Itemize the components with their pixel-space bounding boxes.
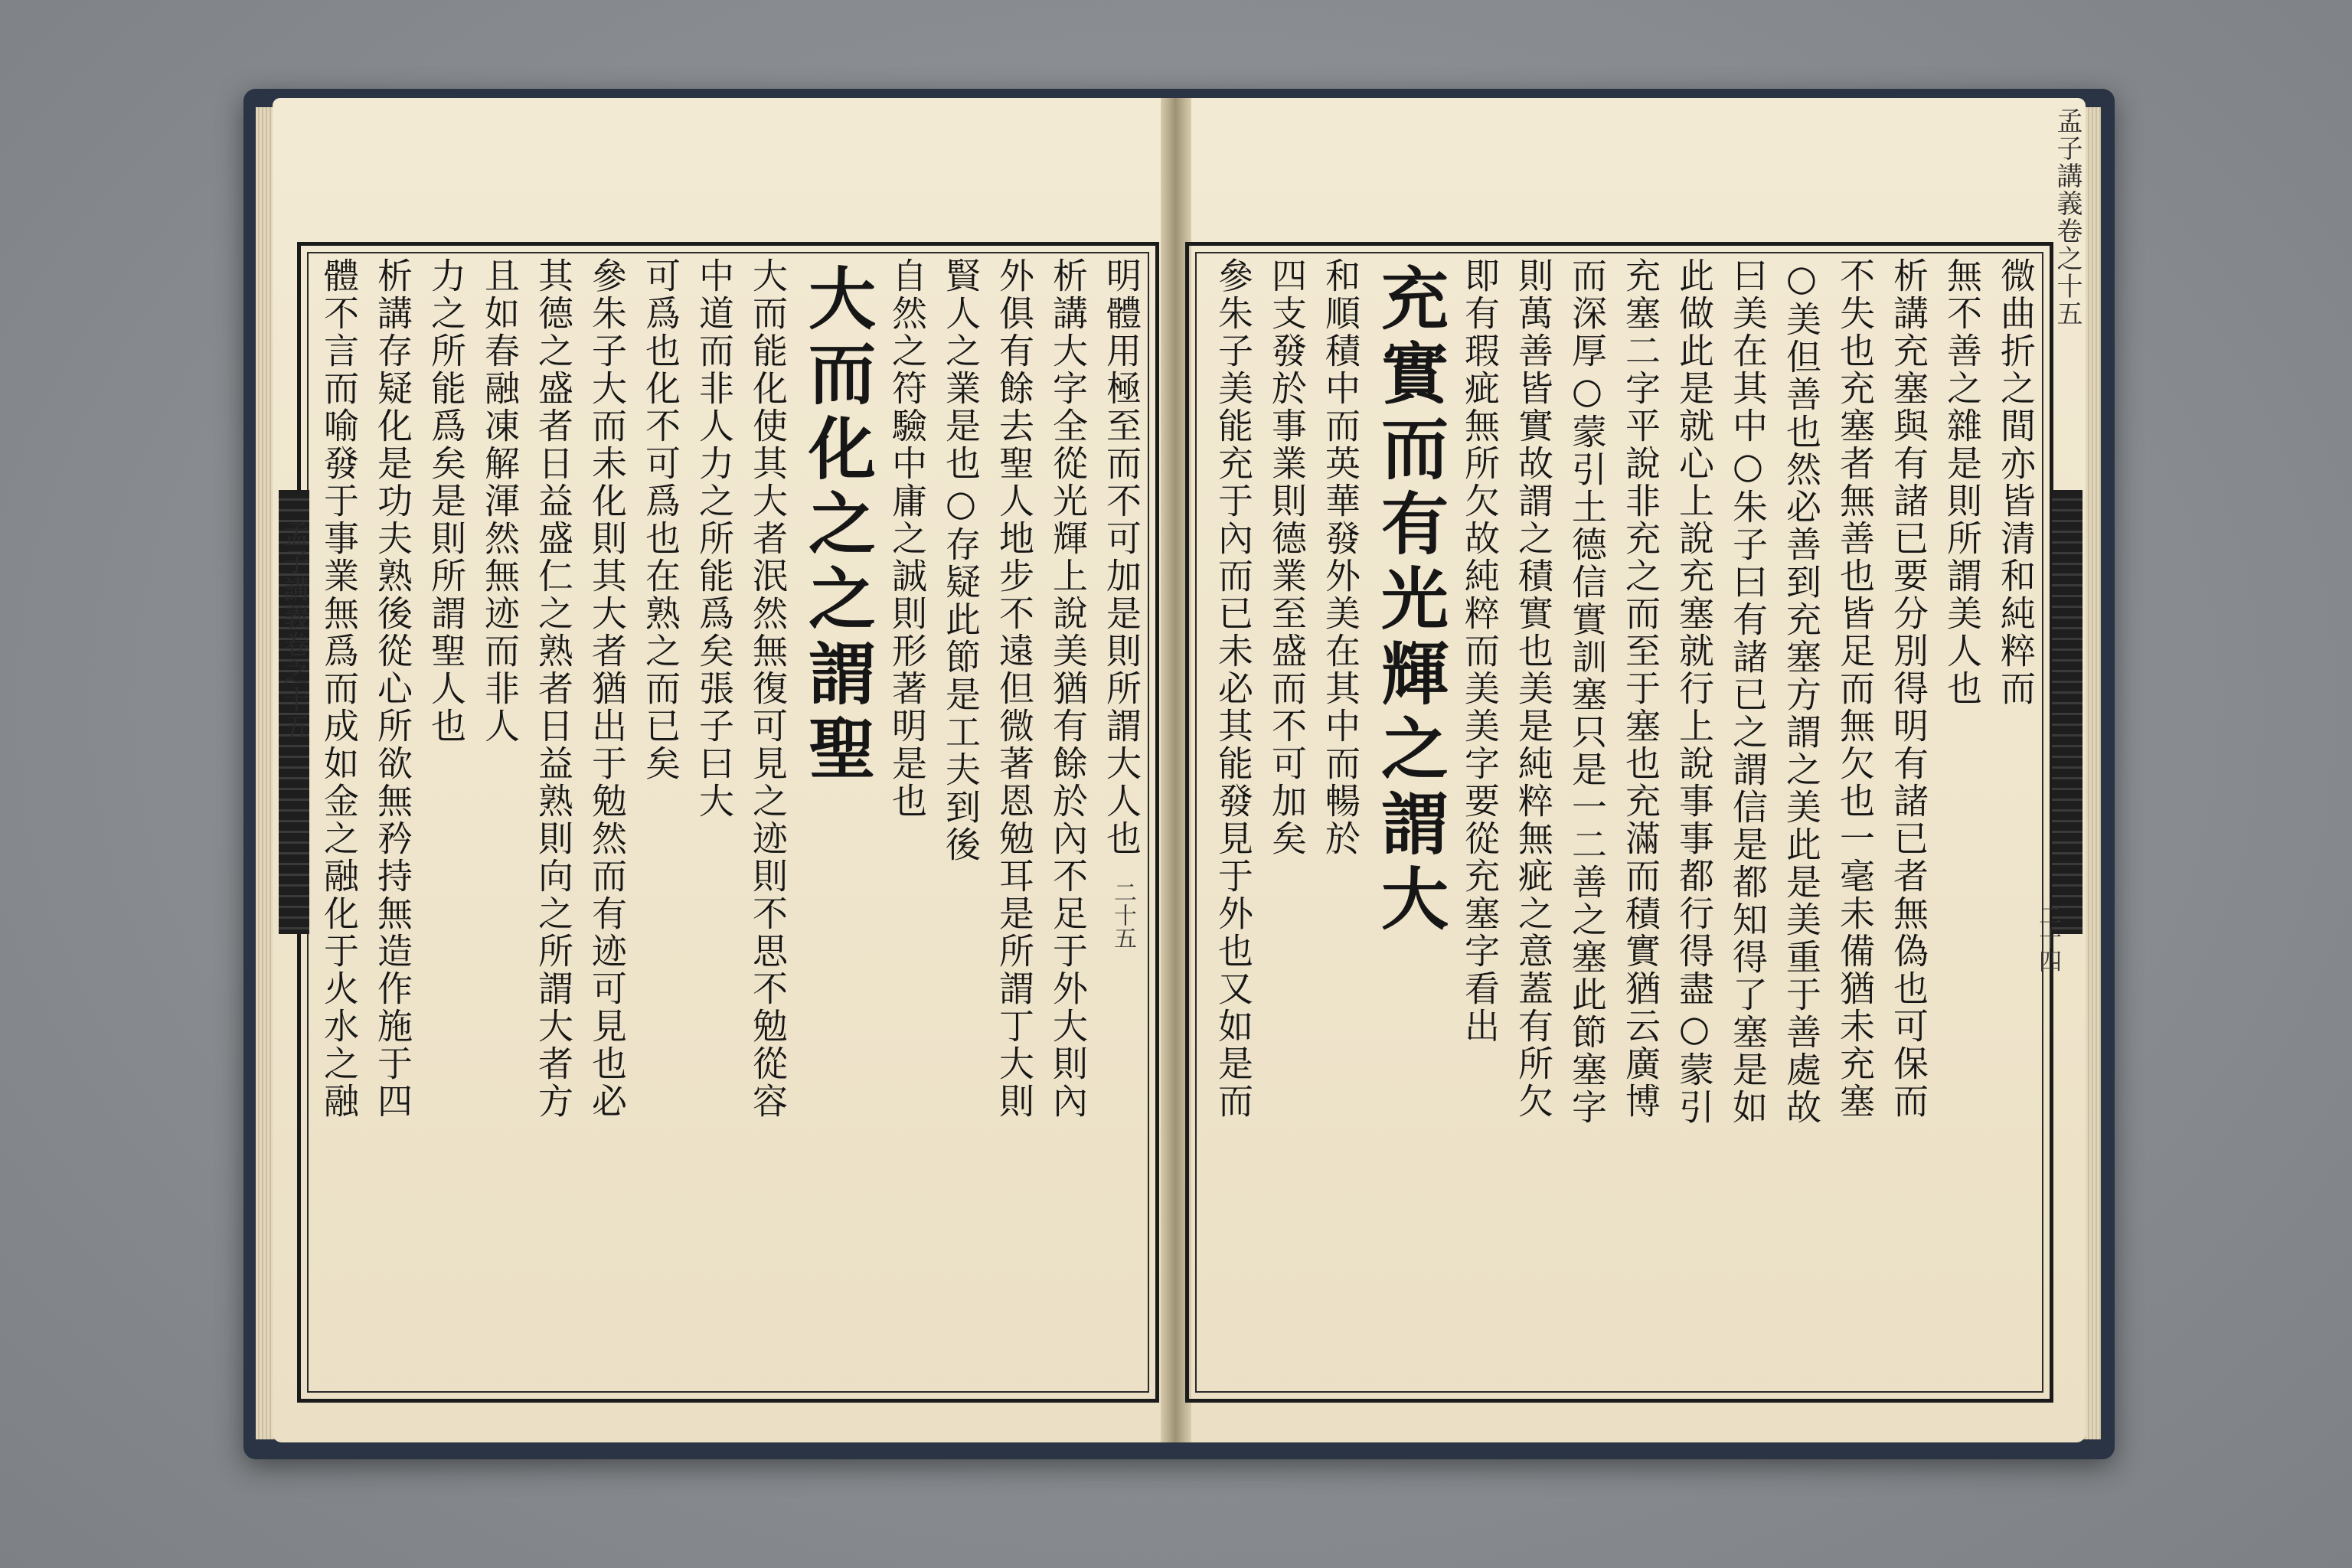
text-column: 參朱子美能充于內而已未必其能發見于外也又如是而 xyxy=(1213,257,1254,1120)
right-folio-number: 二十四 xyxy=(2034,903,2061,972)
text-column: 且如春融凍解渾然無迹而非人 xyxy=(479,257,521,745)
text-column: 則萬善皆實故謂之積實也美是純粹無疵之意蓋有所欠 xyxy=(1513,257,1554,1120)
text-column: 其德之盛者日益盛仁之熟者日益熟則向之所謂大者方 xyxy=(533,257,574,1120)
left-margin-title: 孟子講義卷之十五 xyxy=(279,521,309,741)
right-margin-title: 孟子講義卷之十五 xyxy=(2052,107,2082,328)
text-column: 體不言而喻發于事業無爲而成如金之融化于火水之融 xyxy=(318,257,360,1120)
text-column: 可爲也化不可爲也在熟之而已矣 xyxy=(640,257,681,782)
text-column: 即有瑕疵無所欠故純粹而美美字要從充塞字看出 xyxy=(1459,257,1501,1045)
text-column: 此做此是就心上說充塞就行上說事事都行得盡○蒙引 xyxy=(1674,257,1715,1126)
text-column: 析講大字全從光輝上說美猶有餘於內不足于外大則內 xyxy=(1047,257,1089,1120)
right-page-text xyxy=(1200,257,2043,1390)
text-column: 四支發於事業則德業至盛而不可加矣 xyxy=(1266,257,1308,858)
left-page-text xyxy=(314,257,1148,1390)
text-column: 不失也充塞者無善也皆足而無欠也一毫未備猶未充塞 xyxy=(1834,257,1876,1120)
text-column: 外俱有餘去聖人地步不遠但微著恩勉耳是所謂丁大則 xyxy=(994,257,1035,1120)
text-column: 大而能化使其大者泯然無復可見之迹則不思不勉從容 xyxy=(747,257,789,1120)
left-folio-number: 二十五 xyxy=(1109,880,1136,949)
text-column xyxy=(1200,257,1207,1387)
text-column: 力之所能爲矣是則所謂聖人也 xyxy=(426,257,467,745)
text-column: 微曲折之間亦皆清和純粹而 xyxy=(1995,257,2037,707)
text-column: 而深厚○蒙引土德信實訓塞只是一二善之塞此節塞字 xyxy=(1566,257,1608,1126)
text-column: 曰美在其中○朱子曰有諸已之謂信是都知得了塞是如 xyxy=(1727,257,1769,1126)
text-column: 析講存疑化是功夫熟後從心所欲無矜持無造作施于四 xyxy=(372,257,413,1120)
text-column: 中道而非人力之所能爲矣張子曰大 xyxy=(694,257,735,820)
text-column: 和順積中而英華發外美在其中而暢於 xyxy=(1320,257,1361,858)
text-column: ○美但善也然必善到充塞方謂之美此是美重于善處故 xyxy=(1781,257,1822,1126)
text-column: 無不善之雜是則所謂美人也 xyxy=(1942,257,1983,707)
text-column: 賢人之業是也○存疑此節是工夫到後 xyxy=(940,257,982,864)
text-column: 析講充塞與有諸已要分別得明有諸已者無偽也可保而 xyxy=(1888,257,1929,1120)
text-column: 充塞二字平說非充之而至于塞也充滿而積實猶云廣博 xyxy=(1620,257,1661,1120)
section-heading: 大而化之之謂聖 xyxy=(798,263,877,789)
section-heading: 充實而有光輝之謂大 xyxy=(1370,263,1450,939)
text-column: 自然之符驗中庸之誠則形著明是也 xyxy=(887,257,928,820)
text-column: 參朱子大而未化則其大者猶出于勉然而有迹可見也必 xyxy=(586,257,628,1120)
text-column: 明體用極至而不可加是則所謂大人也 xyxy=(1101,257,1142,858)
